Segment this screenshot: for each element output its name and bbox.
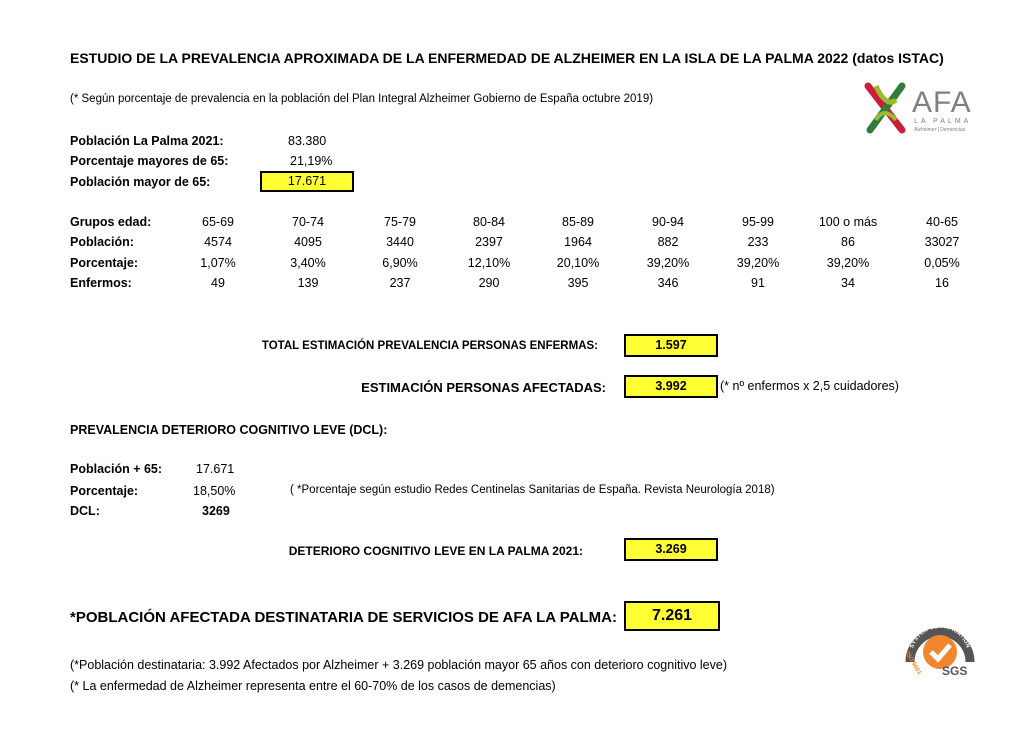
summary-value: 83.380 [288, 134, 327, 148]
table-cell: 1,07% [200, 256, 236, 270]
dcl-note: ( *Porcentaje según estudio Redes Centinelas Sanitarias de España. Revista Neurología 2018) [290, 484, 775, 496]
dcl-label: Población + 65: [70, 462, 163, 476]
table-cell: 395 [567, 276, 589, 290]
table-cell: 3,40% [290, 256, 326, 270]
total-label: TOTAL ESTIMACIÓN PREVALENCIA PERSONAS ENFERMAS: [261, 340, 598, 352]
cert-ring-text: SYSTEM CERTIFICATION [909, 623, 971, 650]
dcl-value: 17.671 [196, 462, 235, 476]
dcl-heading: PREVALENCIA DETERIORO COGNITIVO LEVE (DCL): [70, 423, 388, 437]
afa-logo-text: AFA [912, 86, 972, 119]
summary-label: Población La Palma 2021: [70, 134, 224, 148]
sgs-certification-logo [898, 612, 982, 680]
total-value: 1.597 [624, 334, 718, 357]
table-cell: 90-94 [652, 215, 684, 229]
row-label: Población: [70, 235, 134, 249]
afa-logo-sub1: LA PALMA [914, 118, 972, 125]
table-cell: 33027 [924, 235, 960, 249]
table-cell: 80-84 [473, 215, 505, 229]
cert-iso-text: ISO 9001 [903, 651, 922, 676]
table-cell: 100 o más [818, 215, 878, 229]
page-title: ESTUDIO DE LA PREVALENCIA APROXIMADA DE LA ENFERMEDAD DE ALZHEIMER EN LA ISLA DE LA PALMA 2022 (datos ISTAC) [70, 50, 944, 66]
table-cell: 39,20% [736, 256, 780, 270]
table-cell: 86 [841, 235, 855, 249]
dcl-label: DCL: [70, 504, 100, 518]
dcl-total-label: DETERIORO COGNITIVO LEVE EN LA PALMA 2021: [288, 544, 583, 558]
sgs-brand: SGS [942, 664, 968, 678]
table-cell: 2397 [475, 235, 503, 249]
table-cell: 95-99 [742, 215, 774, 229]
table-cell: 346 [657, 276, 679, 290]
table-cell: 70-74 [292, 215, 324, 229]
afa-logo-sub2: Alzheimer | Demencias [914, 127, 966, 133]
final-value: 7.261 [624, 601, 720, 631]
table-cell: 40-65 [926, 215, 958, 229]
table-cell: 3440 [386, 235, 414, 249]
table-cell: 91 [751, 276, 765, 290]
table-cell: 85-89 [562, 215, 594, 229]
table-cell: 882 [657, 235, 679, 249]
row-label: Grupos edad: [70, 215, 152, 229]
table-cell: 4574 [204, 235, 232, 249]
table-cell: 1964 [564, 235, 592, 249]
table-cell: 75-79 [384, 215, 416, 229]
dcl-total-value: 3.269 [624, 538, 718, 561]
footnote: (*Población destinataria: 3.992 Afectados por Alzheimer + 3.269 población mayor 65 años con deterioro cognitivo leve) [70, 658, 728, 672]
poblacion-mayor-65-value: 17.671 [260, 171, 354, 192]
table-cell: 4095 [294, 235, 322, 249]
table-cell: 39,20% [826, 256, 870, 270]
afectadas-label: ESTIMACIÓN PERSONAS AFECTADAS: [361, 380, 606, 395]
summary-label: Porcentaje mayores de 65: [70, 154, 229, 168]
table-cell: 20,10% [556, 256, 600, 270]
table-cell: 49 [211, 276, 225, 290]
table-cell: 65-69 [202, 215, 234, 229]
dcl-value: 3269 [202, 504, 230, 518]
dcl-value: 18,50% [193, 484, 236, 498]
dcl-label: Porcentaje: [70, 484, 139, 498]
afa-logo-mark [862, 80, 912, 136]
table-cell: 39,20% [646, 256, 690, 270]
table-cell: 0,05% [924, 256, 960, 270]
table-cell: 290 [478, 276, 500, 290]
table-cell: 139 [297, 276, 319, 290]
summary-label: Población mayor de 65: [70, 175, 211, 189]
afa-logo [862, 80, 982, 140]
table-cell: 6,90% [382, 256, 418, 270]
footnote: (* La enfermedad de Alzheimer representa entre el 60-70% de los casos de demencias) [70, 679, 556, 693]
sgs-seal [898, 612, 982, 680]
afectadas-value: 3.992 [624, 375, 718, 398]
table-cell: 34 [841, 276, 855, 290]
table-cell: 12,10% [467, 256, 511, 270]
afectadas-note: (* nº enfermos x 2,5 cuidadores) [720, 379, 899, 393]
table-cell: 16 [935, 276, 949, 290]
summary-value: 21,19% [290, 154, 333, 168]
subtitle-note: (* Según porcentaje de prevalencia en la población del Plan Integral Alzheimer Gobierno de España octubre 2019) [70, 93, 654, 105]
final-label: *POBLACIÓN AFECTADA DESTINATARIA DE SERVICIOS DE AFA LA PALMA: [70, 609, 617, 626]
table-cell: 233 [747, 235, 769, 249]
row-label: Enfermos: [70, 276, 132, 290]
row-label: Porcentaje: [70, 256, 139, 270]
table-cell: 237 [389, 276, 411, 290]
